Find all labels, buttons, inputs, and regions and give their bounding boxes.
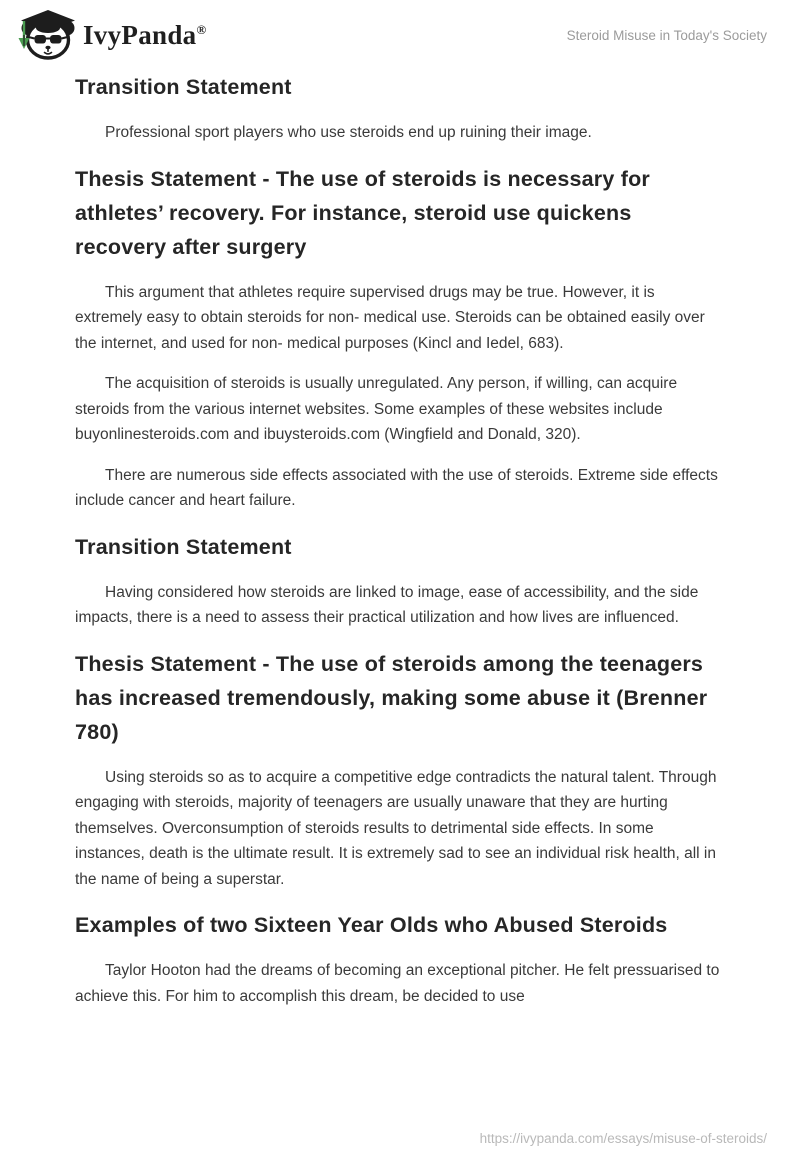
paragraph: Taylor Hooton had the dreams of becoming an exceptional pitcher. He felt pressuarised to achieve this. For him to accomplish this dream, be decided to use — [75, 962, 720, 1005]
section-heading-examples: Examples of two Sixteen Year Olds who Abused Steroids — [75, 913, 668, 937]
paragraph: Professional sport players who use steroids end up ruining their image. — [105, 124, 592, 141]
brand-name: IvyPanda — [83, 19, 197, 50]
source-url-link[interactable]: https://ivypanda.com/essays/misuse-of-steroids/ — [479, 1131, 767, 1146]
paragraph: This argument that athletes require supervised drugs may be true. However, it is extremely easy to obtain steroids for non- medical use. Steroids can be obtained easily over the internet, and used for non- medical purposes (Kincl and Iedel, 683). — [75, 283, 705, 352]
page-footer — [480, 1130, 767, 1148]
page-header — [0, 0, 800, 62]
paragraph: There are numerous side effects associated with the use of steroids. Extreme side effects include cancer and heart failure. — [75, 466, 718, 509]
section-heading-thesis-2: Thesis Statement - The use of steroids among the teenagers has increased tremendously, making some abuse it (Brenner 780) — [75, 651, 708, 744]
section-heading-transition-2: Transition Statement — [75, 534, 292, 559]
running-head-title: Steroid Misuse in Today's Society — [566, 27, 767, 43]
section-heading-thesis-1: Thesis Statement - The use of steroids is necessary for athletes’ recovery. For instance, steroid use quickens recovery after surgery — [75, 166, 650, 259]
paragraph: Having considered how steroids are linked to image, ease of accessibility, and the side impacts, there is a need to assess their practical utilization and how lives are influenced. — [75, 583, 699, 626]
paragraph: Using steroids so as to acquire a competitive edge contradicts the natural talent. Through engaging with steroids, majority of teenagers are usually unaware that they are hurting themselves. Overconsumption of steroids results to detrimental side effects. In some instances, death is the ultimate result. It is extremely sad to see an individual risk health, all in the name of being a superstar. — [75, 768, 717, 888]
ivypanda-panda-logo-icon — [14, 9, 76, 61]
paragraph: The acquisition of steroids is usually unregulated. Any person, if willing, can acquire steroids from the various internet websites. Some examples of these websites include buyonlinesteroids.com and ibuysteroids.com (Wingfield and Donald, 320). — [75, 375, 678, 443]
registered-trademark-symbol: ® — [196, 21, 207, 37]
essay-content — [75, 62, 725, 1009]
brand-wordmark — [83, 20, 206, 51]
section-heading-transition-1: Transition Statement — [75, 75, 292, 99]
